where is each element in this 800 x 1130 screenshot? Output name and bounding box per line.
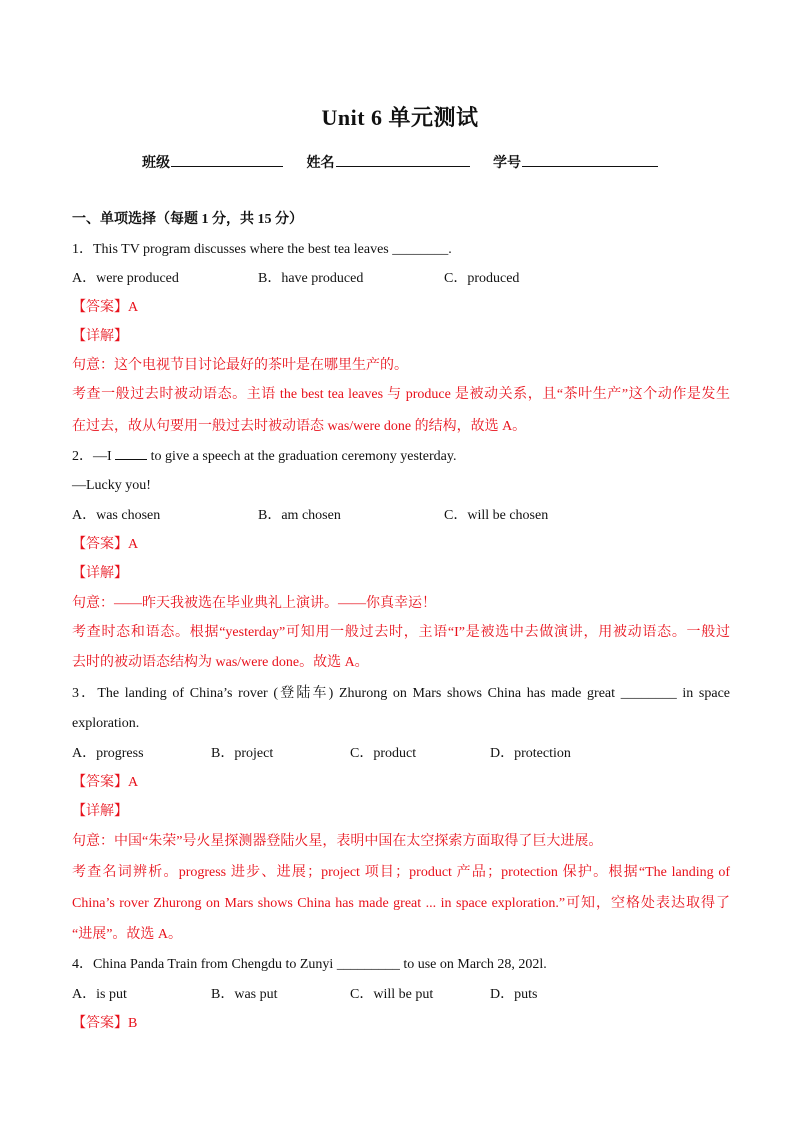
q4-option-a: A．is put: [72, 987, 127, 1002]
q1-explain-label: 【详解】: [72, 329, 128, 344]
question-2-stem: [72, 447, 730, 467]
question-4-stem: 4．China Panda Train from Chengdu to Zunyi _________ to use on March 28, 202l.: [72, 957, 547, 972]
q2-option-a: A．was chosen: [72, 508, 161, 523]
question-1-options: [72, 269, 730, 289]
id-field: [493, 152, 658, 172]
q1-option-b: B．have produced: [258, 271, 364, 286]
q1-option-a: A．were produced: [72, 271, 179, 286]
id-blank: [522, 152, 658, 167]
q3-analysis-line-2: China’s rover Zhurong on Mars shows China has made great ... in space exploration.”可知，空格处表达取得了: [72, 896, 730, 911]
question-2-options: [72, 506, 730, 526]
student-info-row: [0, 152, 800, 172]
q2-answer: 【答案】A: [72, 537, 139, 552]
question-1-stem: 1．This TV program discusses where the best tea leaves ________.: [72, 242, 452, 257]
question-3-stem-line-2: exploration.: [72, 716, 140, 731]
q3-option-a: A．progress: [72, 746, 144, 761]
page-title: Unit 6 单元测试: [321, 105, 479, 130]
q4-option-b: B．was put: [211, 987, 278, 1002]
q3-option-d: D．protection: [490, 746, 571, 761]
q1-option-c: C．produced: [444, 271, 520, 286]
class-blank: [171, 152, 283, 167]
q3-option-b: B．project: [211, 746, 274, 761]
q2-meaning: 句意：——昨天我被选在毕业典礼上演讲。——你真幸运！: [72, 596, 436, 611]
q2-blank: [115, 447, 147, 460]
q1-answer: 【答案】A: [72, 300, 139, 315]
name-label: 姓名: [306, 156, 335, 171]
question-4-options: [72, 985, 730, 1005]
class-label: 班级: [142, 156, 170, 171]
q3-analysis-line-1: 考查名词辨析。progress 进步、进展；project 项目；product 产品；protection 保护。根据“The landing of: [72, 865, 730, 880]
name-blank: [336, 152, 470, 167]
question-3-stem-line-1: 3．The landing of China’s rover (登陆车) Zhurong on Mars shows China has made great ________ in space: [72, 686, 730, 701]
q2-option-c: C．will be chosen: [444, 508, 549, 523]
q3-explain-label: 【详解】: [72, 804, 128, 819]
id-label: 学号: [493, 156, 521, 171]
q2-analysis-line-2: 去时的被动语态结构为 was/were done。故选 A。: [72, 655, 369, 670]
q2-stem-before: 2．—I: [72, 449, 116, 464]
section-heading: 一、单项选择（每题 1 分，共 15 分）: [72, 212, 303, 227]
q1-analysis-line-1: 考查一般过去时被动语态。主语 the best tea leaves 与 produce 是被动关系，且“茶叶生产”这个动作是发生: [72, 387, 730, 402]
q3-meaning: 句意：中国“朱荣”号火星探测器登陆火星，表明中国在太空探索方面取得了巨大进展。: [72, 834, 603, 849]
name-field: [307, 152, 470, 172]
q1-meaning: 句意：这个电视节目讨论最好的茶叶是在哪里生产的。: [72, 358, 408, 373]
question-2-reply: —Lucky you!: [72, 478, 151, 493]
question-3-options: [72, 744, 730, 764]
q4-option-c: C．will be put: [350, 987, 434, 1002]
q2-explain-label: 【详解】: [72, 566, 128, 581]
q2-analysis-line-1: 考查时态和语态。根据“yesterday”可知用一般过去时，主语“I”是被选中去做演讲，用被动语态。一般过: [72, 625, 730, 640]
q2-option-b: B．am chosen: [258, 508, 341, 523]
q1-analysis-line-2: 在过去，故从句要用一般过去时被动语态 was/were done 的结构，故选 A。: [72, 419, 527, 434]
q3-analysis-line-3: “进展”。故选 A。: [72, 927, 183, 942]
q4-answer: 【答案】B: [72, 1016, 138, 1031]
q4-option-d: D．puts: [490, 987, 538, 1002]
class-field: [142, 152, 283, 172]
q3-answer: 【答案】A: [72, 775, 139, 790]
q3-option-c: C．product: [350, 746, 417, 761]
q2-stem-after: to give a speech at the graduation ceremony yesterday.: [147, 449, 457, 464]
